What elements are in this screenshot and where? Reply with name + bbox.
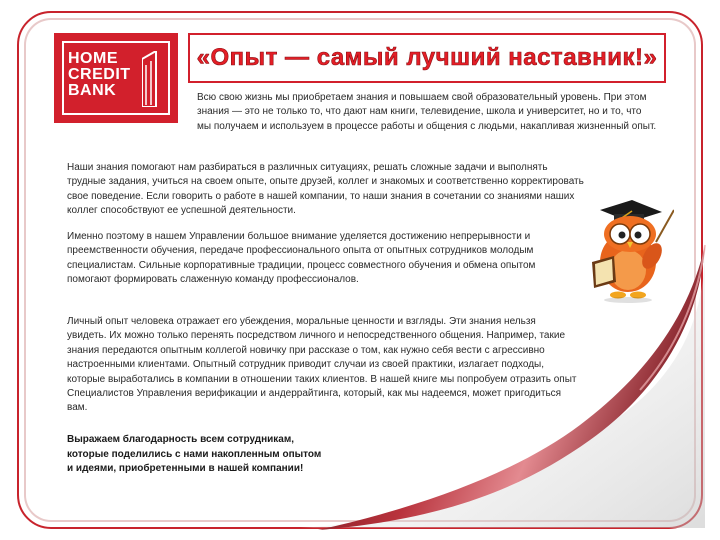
- paragraph-intro: Всю свою жизнь мы приобретаем знания и повышаем свой образовательный уровень. При этом знания — это не только то, что дают нам книги, телевидение, школа и университет, но и то, что мы получаем и используем в процессе работы и общения с людьми, накапливая жизненный опыт.: [197, 92, 657, 132]
- page-title: «Опыт — самый лучший наставник!»: [196, 44, 658, 71]
- paragraph-department: Именно поэтому в нашем Управлении большое внимание уделяется достижению непрерывности и преемственности обучения, передаче профессионального опыта от опытных сотрудников молодым специалистам. Сильные корпоративные традиции, процесс совместного обучения и обмена опытом помогают формировать слаженную команду профессионалов.: [67, 231, 536, 286]
- paragraph-experience: Личный опыт человека отражает его убеждения, моральные ценности и взгляды. Эти знания нельзя увидеть. Их можно только перенять посредством личного и непосредственного общения. Например, такие знания передаются опытным коллегой новичку при рассказе о том, как нужно себя вести с агрессивно настроенными клиентами. Опытный сотрудник приводит случаи из своей практики, излагает подходы, которые выработались в компании в отношении таких клиентов. В нашей книге мы попробуем отразить опыт Специалистов Управления верификации и андеррайтинга, который, как мы надеемся, может пригодиться вам.: [67, 316, 577, 414]
- paragraph-gratitude: Выражаем благодарность всем сотрудникам, которые поделились с нами накопленным опытом и идеями, приобретенными в нашей компании!: [67, 434, 322, 475]
- logo-text: HOME CREDIT BANK: [68, 50, 131, 99]
- paragraph-knowledge: Наши знания помогают нам разбираться в различных ситуациях, решать сложные задачи и выполнять трудные задания, учиться на своем опыте, опыте друзей, коллег и знакомых и соответственно корректировать свое поведение. Если говорить о работе в нашей компании, то наши знания в сочетании со знаниями наших коллег способствуют ее успешной деятельности.: [67, 162, 584, 217]
